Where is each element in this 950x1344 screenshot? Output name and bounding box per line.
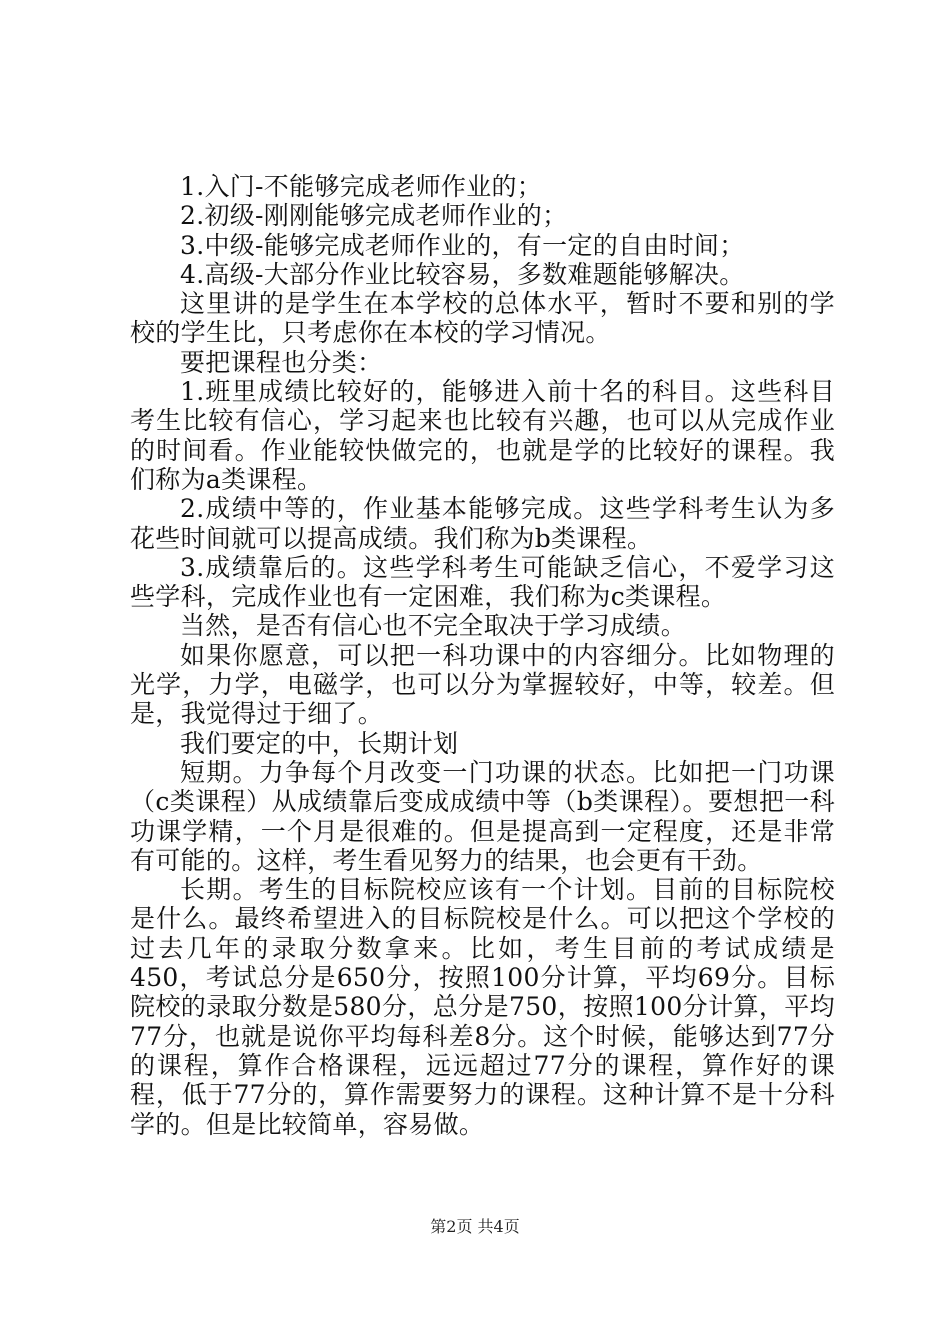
paragraph-class-c: 3.成绩靠后的。这些学科考生可能缺乏信心，不爱学习这些学科，完成作业也有一定困难，我们称为c类课程。	[130, 552, 835, 612]
paragraph-short-term: 短期。力争每个月改变一门功课的状态。比如把一门功课（c类课程）从成绩靠后变成成绩中等（b类课程）。要想把一科功课学精，一个月是很难的。但是提高到一定程度，还是非常有可能的。这样，考生看见努力的结果，也会更有干劲。	[130, 757, 835, 875]
paragraph-subdivide: 如果你愿意，可以把一科功课中的内容细分。比如物理的光学，力学，电磁学，也可以分为掌握较好，中等，较差。但是，我觉得过于细了。	[130, 640, 835, 729]
body-text	[130, 172, 835, 1139]
paragraph-course-classification: 要把课程也分类：	[180, 347, 383, 377]
list-item-level-1: 1.入门-不能够完成老师作业的；	[180, 172, 543, 201]
page-number-footer: 第2页 共4页	[430, 1217, 520, 1236]
paragraph-class-b: 2.成绩中等的，作业基本能够完成。这些学科考生认为多花些时间就可以提高成绩。我们称为b类课程。	[130, 494, 835, 553]
list-item-level-2: 2.初级-刚刚能够完成老师作业的；	[180, 201, 568, 231]
list-item-level-4: 4.高级-大部分作业比较容易，多数难题能够解决。	[180, 259, 745, 289]
paragraph-long-term: 长期。考生的目标院校应该有一个计划。目前的目标院校是什么。最终希望进入的目标院校是什么。可以把这个学校的过去几年的录取分数拿来。比如，考生目前的考试成绩是450，考试总分是650分，按照100分计算，平均69分。目标院校的录取分数是580分，总分是750，按照100分计算，平均77分，也就是说你平均每科差8分。这个时候，能够达到77分的课程，算作合格课程，远远超过77分的课程，算作好的课程，低于77分的，算作需要努力的课程。这种计算不是十分科学的。但是比较简单，容易做。	[130, 875, 835, 1139]
paragraph-class-a: 1.班里成绩比较好的，能够进入前十名的科目。这些科目考生比较有信心，学习起来也比较有兴趣，也可以从完成作业的时间看。作业能较快做完的，也就是学的比较好的课程。我们称为a类课程。	[130, 377, 835, 494]
paragraph-school-level-note: 这里讲的是学生在本学校的总体水平，暂时不要和别的学校的学生比，只考虑你在本校的学习情况。	[130, 289, 835, 348]
paragraph-plan-heading: 我们要定的中，长期计划	[180, 728, 459, 758]
paragraph-confidence-note: 当然，是否有信心也不完全取决于学习成绩。	[180, 611, 687, 641]
list-item-level-3: 3.中级-能够完成老师作业的，有一定的自由时间；	[180, 230, 745, 260]
